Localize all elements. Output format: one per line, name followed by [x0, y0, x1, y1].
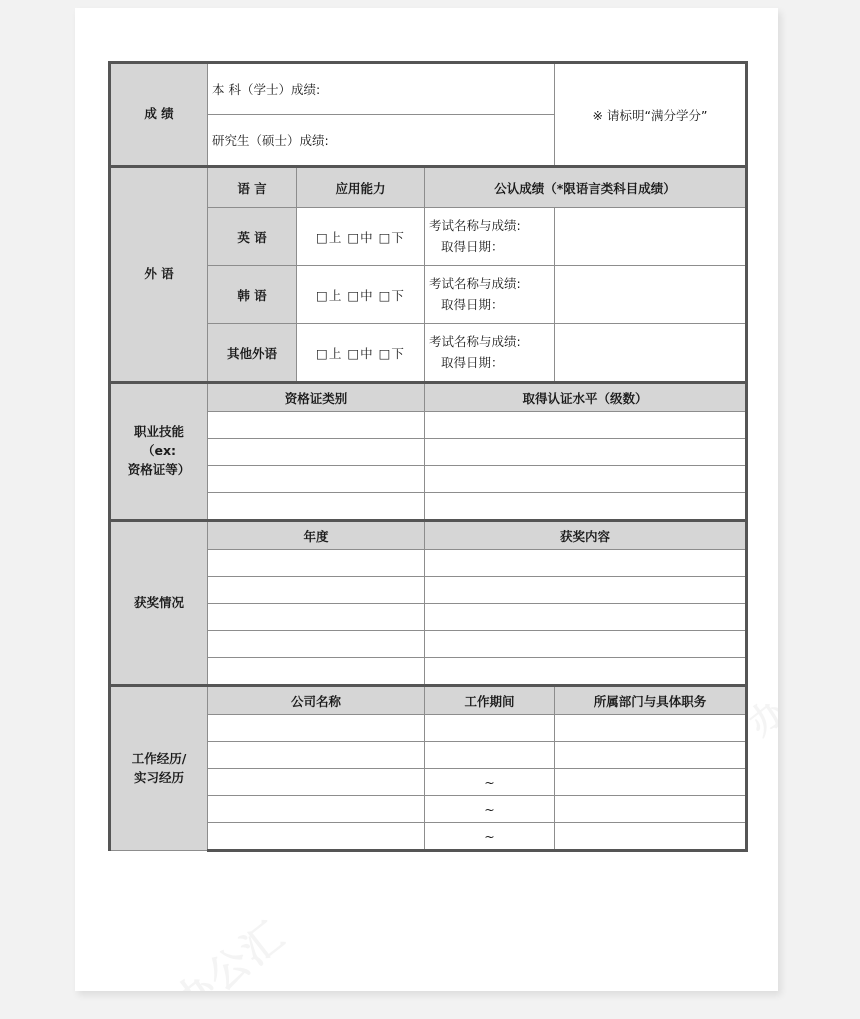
department-position-cell[interactable] — [555, 742, 747, 769]
certification-level-cell[interactable] — [425, 493, 747, 521]
grades-note: ※ 请标明“满分学分” — [555, 63, 747, 167]
certification-level-cell[interactable] — [425, 466, 747, 493]
certification-level-cell[interactable] — [425, 439, 747, 466]
award-content-cell[interactable] — [425, 604, 747, 631]
grades-row-undergraduate — [110, 63, 747, 115]
header-award-content: 获奖内容 — [425, 521, 747, 550]
exam-info-other[interactable] — [425, 324, 555, 383]
header-certificate-type: 资格证类别 — [208, 383, 425, 412]
award-year-cell[interactable] — [208, 550, 425, 577]
award-content-cell[interactable] — [425, 577, 747, 604]
vocational-skills-label-line1: 职业技能 — [133, 424, 184, 440]
language-label-korean: 韩 语 — [208, 266, 297, 324]
header-recognized-score: 公认成绩（*限语言类科目成绩） — [425, 167, 747, 208]
document-page — [75, 8, 778, 991]
exam-date-label-english: 取得日期： — [441, 238, 504, 254]
work-period-cell[interactable] — [425, 742, 555, 769]
grades-section-label: 成 绩 — [110, 63, 208, 167]
vocational-skills-section-label — [110, 383, 208, 521]
certificate-type-cell[interactable] — [208, 439, 425, 466]
exam-info-korean[interactable] — [425, 266, 555, 324]
department-position-cell[interactable] — [555, 796, 747, 823]
exam-date-label-other: 取得日期： — [441, 354, 504, 370]
exam-name-label-other: 考试名称与成绩: — [429, 333, 521, 349]
company-name-cell[interactable] — [208, 742, 425, 769]
header-certification-level: 取得认证水平（级数） — [425, 383, 747, 412]
award-year-cell[interactable] — [208, 658, 425, 686]
exam-date-label-korean: 取得日期： — [441, 296, 504, 312]
company-name-cell[interactable] — [208, 796, 425, 823]
exam-value-other[interactable] — [555, 324, 747, 383]
awards-section-label: 获奖情况 — [110, 521, 208, 686]
vocational-skills-label-line3: 资格证等） — [127, 461, 191, 477]
company-name-cell[interactable] — [208, 715, 425, 742]
work-period-cell[interactable] — [425, 715, 555, 742]
ability-checkboxes-korean[interactable]: □上 □中 □下 — [297, 266, 425, 324]
resume-form-table — [108, 61, 748, 852]
department-position-cell[interactable] — [555, 823, 747, 851]
company-name-cell[interactable] — [208, 823, 425, 851]
work-period-cell[interactable]: ~ — [425, 823, 555, 851]
department-position-cell[interactable] — [555, 769, 747, 796]
work-period-cell[interactable]: ~ — [425, 796, 555, 823]
foreign-language-header-row — [110, 167, 747, 208]
header-work-period: 工作期间 — [425, 686, 555, 715]
exam-value-english[interactable] — [555, 208, 747, 266]
watermark — [161, 905, 295, 991]
work-period-cell[interactable]: ~ — [425, 769, 555, 796]
header-department-position: 所属部门与具体职务 — [555, 686, 747, 715]
vocational-skills-header-row — [110, 383, 747, 412]
header-language: 语 言 — [208, 167, 297, 208]
exam-value-korean[interactable] — [555, 266, 747, 324]
language-label-english: 英 语 — [208, 208, 297, 266]
language-label-other: 其他外语 — [208, 324, 297, 383]
exam-name-label-korean: 考试名称与成绩: — [429, 275, 521, 291]
certificate-type-cell[interactable] — [208, 412, 425, 439]
certificate-type-cell[interactable] — [208, 466, 425, 493]
work-experience-section-label — [110, 686, 208, 851]
award-content-cell[interactable] — [425, 550, 747, 577]
foreign-language-section-label: 外 语 — [110, 167, 208, 383]
award-year-cell[interactable] — [208, 577, 425, 604]
award-content-cell[interactable] — [425, 658, 747, 686]
ability-checkboxes-other[interactable]: □上 □中 □下 — [297, 324, 425, 383]
work-experience-header-row — [110, 686, 747, 715]
undergraduate-grade-field[interactable]: 本 科（学士）成绩: — [208, 63, 555, 115]
certificate-type-cell[interactable] — [208, 493, 425, 521]
certification-level-cell[interactable] — [425, 412, 747, 439]
header-award-year: 年度 — [208, 521, 425, 550]
award-year-cell[interactable] — [208, 604, 425, 631]
graduate-grade-field[interactable]: 研究生（硕士）成绩: — [208, 115, 555, 167]
header-company-name: 公司名称 — [208, 686, 425, 715]
ability-checkboxes-english[interactable]: □上 □中 □下 — [297, 208, 425, 266]
work-experience-label-line2: 实习经历 — [133, 769, 184, 785]
award-content-cell[interactable] — [425, 631, 747, 658]
vocational-skills-label-line2: （ex: — [141, 443, 177, 459]
work-experience-label-line1: 工作经历/ — [131, 750, 187, 766]
header-ability: 应用能力 — [297, 167, 425, 208]
exam-info-english[interactable] — [425, 208, 555, 266]
awards-header-row — [110, 521, 747, 550]
department-position-cell[interactable] — [555, 715, 747, 742]
company-name-cell[interactable] — [208, 769, 425, 796]
exam-name-label-english: 考试名称与成绩: — [429, 217, 521, 233]
award-year-cell[interactable] — [208, 631, 425, 658]
